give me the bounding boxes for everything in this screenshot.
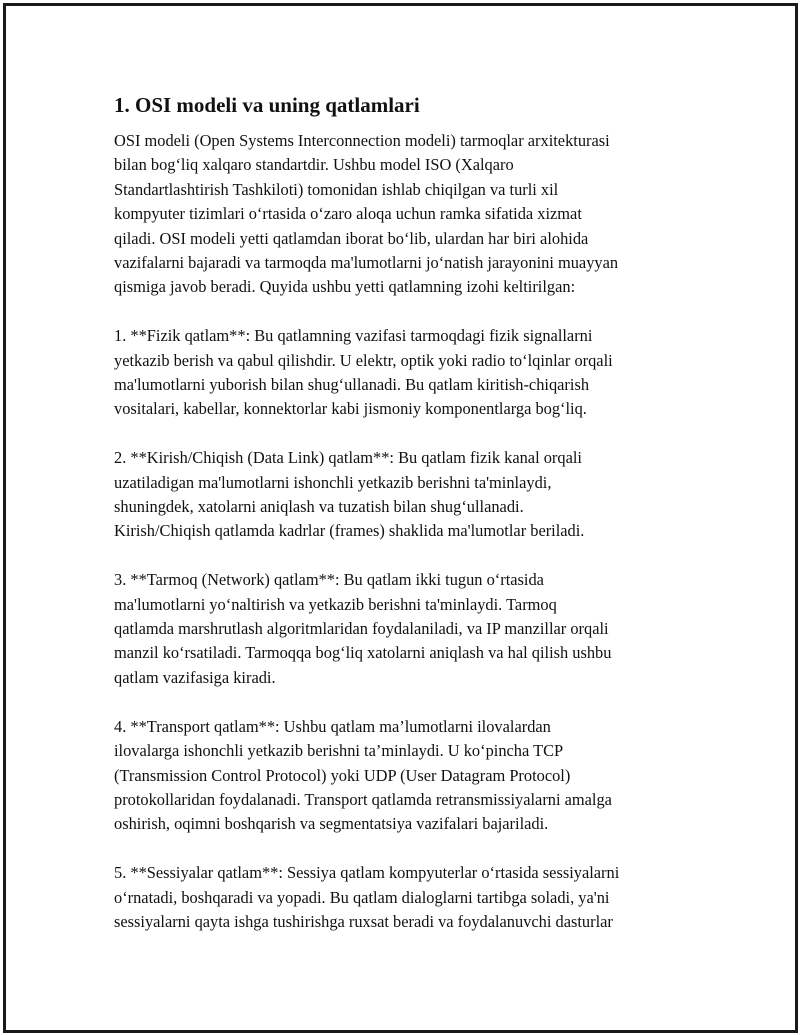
paragraph-session-layer	[114, 861, 694, 934]
section-title: 1. OSI modeli va uning qatlamlari	[114, 93, 420, 117]
text-line: ma'lumotlarni yo‘naltirish va yetkazib berishni ta'minlaydi. Tarmoq	[114, 594, 557, 614]
text-line: protokollaridan foydalanadi. Transport qatlamda retransmissiyalarni amalga	[114, 789, 612, 809]
text-line: manzil ko‘rsatiladi. Tarmoqqa bog‘liq xatolarni aniqlash va hal qilish ushbu	[114, 643, 612, 663]
text-line: yetkazib berish va qabul qilishdir. U elektr, optik yoki radio to‘lqinlar orqali	[114, 350, 613, 370]
text-line: ma'lumotlarni yuborish bilan shug‘ullanadi. Bu qatlam kiritish-chiqarish	[114, 375, 590, 395]
text-line: o‘rnatadi, boshqaradi va yopadi. Bu qatlam dialoglarni tartibga soladi, ya'ni	[114, 887, 610, 907]
paragraph-data-link-layer	[114, 446, 694, 544]
text-line: oshirish, oqimni boshqarish va segmentatsiya vazifalari bajariladi.	[114, 814, 549, 834]
text-line: 1. **Fizik qatlam**: Bu qatlamning vazifasi tarmoqdagi fizik signallarni	[114, 326, 593, 346]
text-line: vositalari, kabellar, konnektorlar kabi jismoniy komponentlarga bog‘liq.	[114, 399, 587, 419]
text-line: qiladi. OSI modeli yetti qatlamdan iborat bo‘lib, ulardan har biri alohida	[114, 228, 589, 248]
text-line: Standartlashtirish Tashkiloti) tomonidan ishlab chiqilgan va turli xil	[114, 179, 559, 199]
document-body	[114, 91, 694, 959]
paragraph-transport-layer	[114, 715, 694, 837]
text-line: qatlamda marshrutlash algoritmlaridan foydalaniladi, va IP manzillar orqali	[114, 619, 609, 639]
text-line: ilovalarga ishonchli yetkazib berishni ta’minlaydi. U ko‘pincha TCP	[114, 741, 564, 761]
paragraph-physical-layer	[114, 324, 694, 422]
text-line: kompyuter tizimlari o‘rtasida o‘zaro aloqa uchun ramka sifatida xizmat	[114, 204, 582, 224]
text-line: vazifalarni bajaradi va tarmoqda ma'lumotlarni jo‘natish jarayonini muayyan	[114, 253, 619, 273]
text-line: uzatiladigan ma'lumotlarni ishonchli yetkazib berishni ta'minlaydi,	[114, 472, 552, 492]
text-line: 4. **Transport qatlam**: Ushbu qatlam ma’lumotlarni ilovalardan	[114, 716, 551, 736]
text-line: OSI modeli (Open Systems Interconnection modeli) tarmoqlar arxitekturasi	[114, 131, 610, 150]
paragraph-network-layer	[114, 568, 694, 690]
text-line: shuningdek, xatolarni aniqlash va tuzatish bilan shug‘ullanadi.	[114, 497, 524, 517]
text-line: qismiga javob beradi. Quyida ushbu yetti qatlamning izohi keltirilgan:	[114, 277, 576, 297]
text-line: 2. **Kirish/Chiqish (Data Link) qatlam**: Bu qatlam fizik kanal orqali	[114, 448, 582, 468]
text-line: qatlam vazifasiga kiradi.	[114, 667, 276, 687]
text-line: Kirish/Chiqish qatlamda kadrlar (frames) shaklida ma'lumotlar beriladi.	[114, 521, 585, 541]
text-line: sessiyalarni qayta ishga tushirishga ruxsat beradi va foydalanuvchi dasturlar	[114, 911, 613, 931]
text-line: (Transmission Control Protocol) yoki UDP (User Datagram Protocol)	[114, 765, 571, 785]
text-line: 5. **Sessiyalar qatlam**: Sessiya qatlam kompyuterlar o‘rtasida sessiyalarni	[114, 863, 620, 883]
text-line: bilan bog‘liq xalqaro standartdir. Ushbu model ISO (Xalqaro	[114, 155, 514, 175]
text-line: 3. **Tarmoq (Network) qatlam**: Bu qatlam ikki tugun o‘rtasida	[114, 570, 544, 590]
paragraph-intro	[114, 129, 694, 300]
